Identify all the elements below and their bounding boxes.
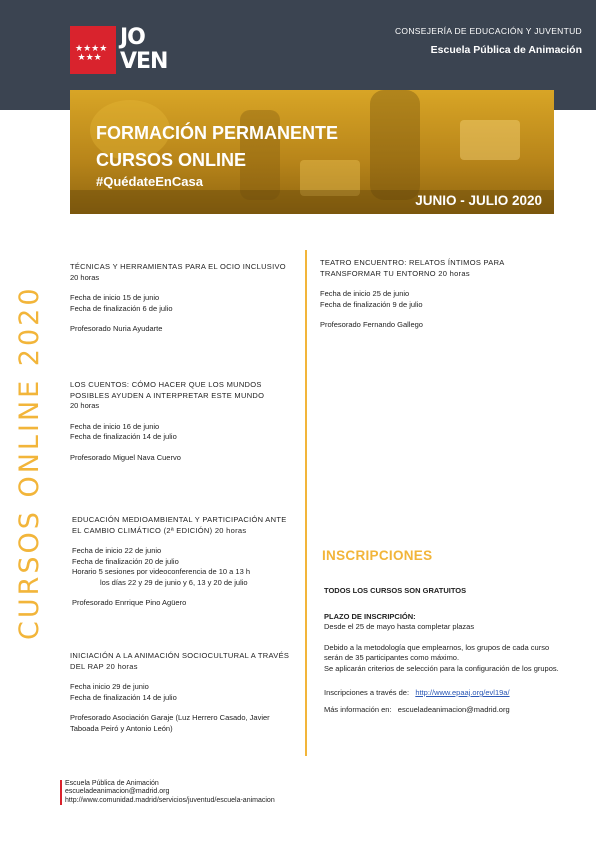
- course-schedule: Horario 5 sesiones por videoconferencia de 10 a 13 h: [72, 567, 251, 576]
- banner-hashtag: #QuédateEnCasa: [96, 174, 203, 189]
- course-end: Fecha de finalización 14 de julio: [70, 692, 177, 702]
- banner-dates: JUNIO - JULIO 2020: [415, 193, 542, 208]
- course-hours: 20 horas: [70, 401, 100, 410]
- course-title: EDUCACIÓN MEDIOAMBIENTAL Y PARTICIPACIÓN ANTE: [72, 515, 287, 524]
- info-label: Más información en:: [324, 704, 392, 714]
- method-text: Se aplicarán criterios de selección para la configuración de los grupos.: [324, 663, 559, 673]
- banner-title: [96, 120, 338, 174]
- footer-email[interactable]: escueladeanimacion@madrid.org: [65, 788, 170, 796]
- course-title: POSIBLES AYUDEN A INTERPRETAR ESTE MUNDO: [70, 390, 265, 400]
- course-teacher: Taboada Peiró y Antonio León): [70, 723, 173, 733]
- course-teacher: Profesorado Enrrique Pino Agüero: [72, 598, 187, 607]
- course-start: Fecha de inicio 16 de junio: [70, 421, 160, 431]
- method-text: serán de 35 participantes como máximo.: [324, 653, 460, 662]
- info-email[interactable]: escueladeanimacion@madrid.org: [397, 704, 510, 714]
- school-name: Escuela Pública de Animación: [430, 44, 582, 56]
- deadline-label: PLAZO DE INSCRIPCIÓN:: [324, 611, 416, 621]
- course-end: Fecha de finalización 9 de julio: [320, 299, 423, 309]
- free-notice: TODOS LOS CURSOS SON GRATUITOS: [324, 586, 467, 595]
- course-title: DEL RAP 20 horas: [70, 661, 138, 671]
- department-block: [395, 26, 582, 56]
- course-teacher: Profesorado Nuria Ayudarte: [70, 324, 163, 333]
- course-teacher: Profesorado Asociación Garaje (Luz Herrero Casado, Javier: [70, 713, 270, 722]
- registration-line: [324, 688, 584, 699]
- side-title: CURSOS ONLINE 2020: [14, 285, 45, 640]
- course-title: TEATRO ENCUENTRO: RELATOS ÍNTIMOS PARA: [320, 258, 505, 267]
- course-teacher: Profesorado Miguel Nava Cuervo: [70, 452, 181, 462]
- banner-title-line2: CURSOS ONLINE: [96, 150, 247, 170]
- inscriptions-block: [324, 586, 584, 715]
- footer-contact: [60, 780, 275, 805]
- course-title: EL CAMBIO CLIMÁTICO (2ª EDICIÓN) 20 horas: [72, 525, 247, 535]
- course-block: [70, 380, 264, 463]
- inscriptions-title: INSCRIPCIONES: [322, 548, 433, 563]
- course-block: [70, 262, 286, 335]
- course-start: Fecha inicio 29 de junio: [70, 682, 149, 691]
- logo-text: JO VEN: [120, 25, 168, 74]
- banner-image: [70, 90, 554, 214]
- info-line: [324, 705, 584, 716]
- course-start: Fecha de inicio 22 de junio: [72, 546, 162, 555]
- course-start: Fecha de inicio 25 de junio: [320, 289, 410, 298]
- stars-icon: ★★★★ ★★★: [75, 43, 108, 62]
- course-start: Fecha de inicio 15 de junio: [70, 293, 160, 302]
- joven-logo: [70, 26, 168, 74]
- course-teacher: Profesorado Fernando Gallego: [320, 320, 423, 329]
- course-block: [320, 258, 505, 331]
- course-block: [70, 651, 289, 734]
- course-end: Fecha de finalización 6 de julio: [70, 303, 173, 313]
- course-schedule: los días 22 y 29 de junio y 6, 13 y 20 de julio: [100, 577, 248, 587]
- method-text: Debido a la metodología que emplearnos, los grupos de cada curso: [324, 642, 550, 652]
- course-end: Fecha de finalización 14 de julio: [70, 432, 177, 441]
- course-title: LOS CUENTOS: CÓMO HACER QUE LOS MUNDOS: [70, 380, 262, 389]
- column-divider: [305, 250, 307, 756]
- course-title: TRANSFORMAR TU ENTORNO 20 horas: [320, 268, 470, 278]
- footer-school: Escuela Pública de Animación: [65, 780, 159, 787]
- course-hours: 20 horas: [70, 272, 100, 282]
- registration-link[interactable]: http://www.epaaj.org/evl19a/: [415, 688, 510, 697]
- course-title: TÉCNICAS Y HERRAMIENTAS PARA EL OCIO INCLUSIVO: [70, 262, 286, 271]
- course-title: INICIACIÓN A LA ANIMACIÓN SOCIOCULTURAL A TRAVÉS: [70, 651, 290, 660]
- deadline-text: Desde el 25 de mayo hasta completar plazas: [324, 622, 475, 631]
- banner-title-line1: FORMACIÓN PERMANENTE: [96, 123, 338, 143]
- department-name: CONSEJERÍA DE EDUCACIÓN Y JUVENTUD: [394, 26, 582, 36]
- registration-label: Inscripciones a través de:: [324, 688, 410, 697]
- footer-url[interactable]: http://www.comunidad.madrid/servicios/juventud/escuela-animacion: [65, 796, 275, 804]
- course-block: [72, 515, 287, 609]
- course-end: Fecha de finalización 20 de julio: [72, 556, 179, 566]
- madrid-flag-icon: [70, 26, 116, 74]
